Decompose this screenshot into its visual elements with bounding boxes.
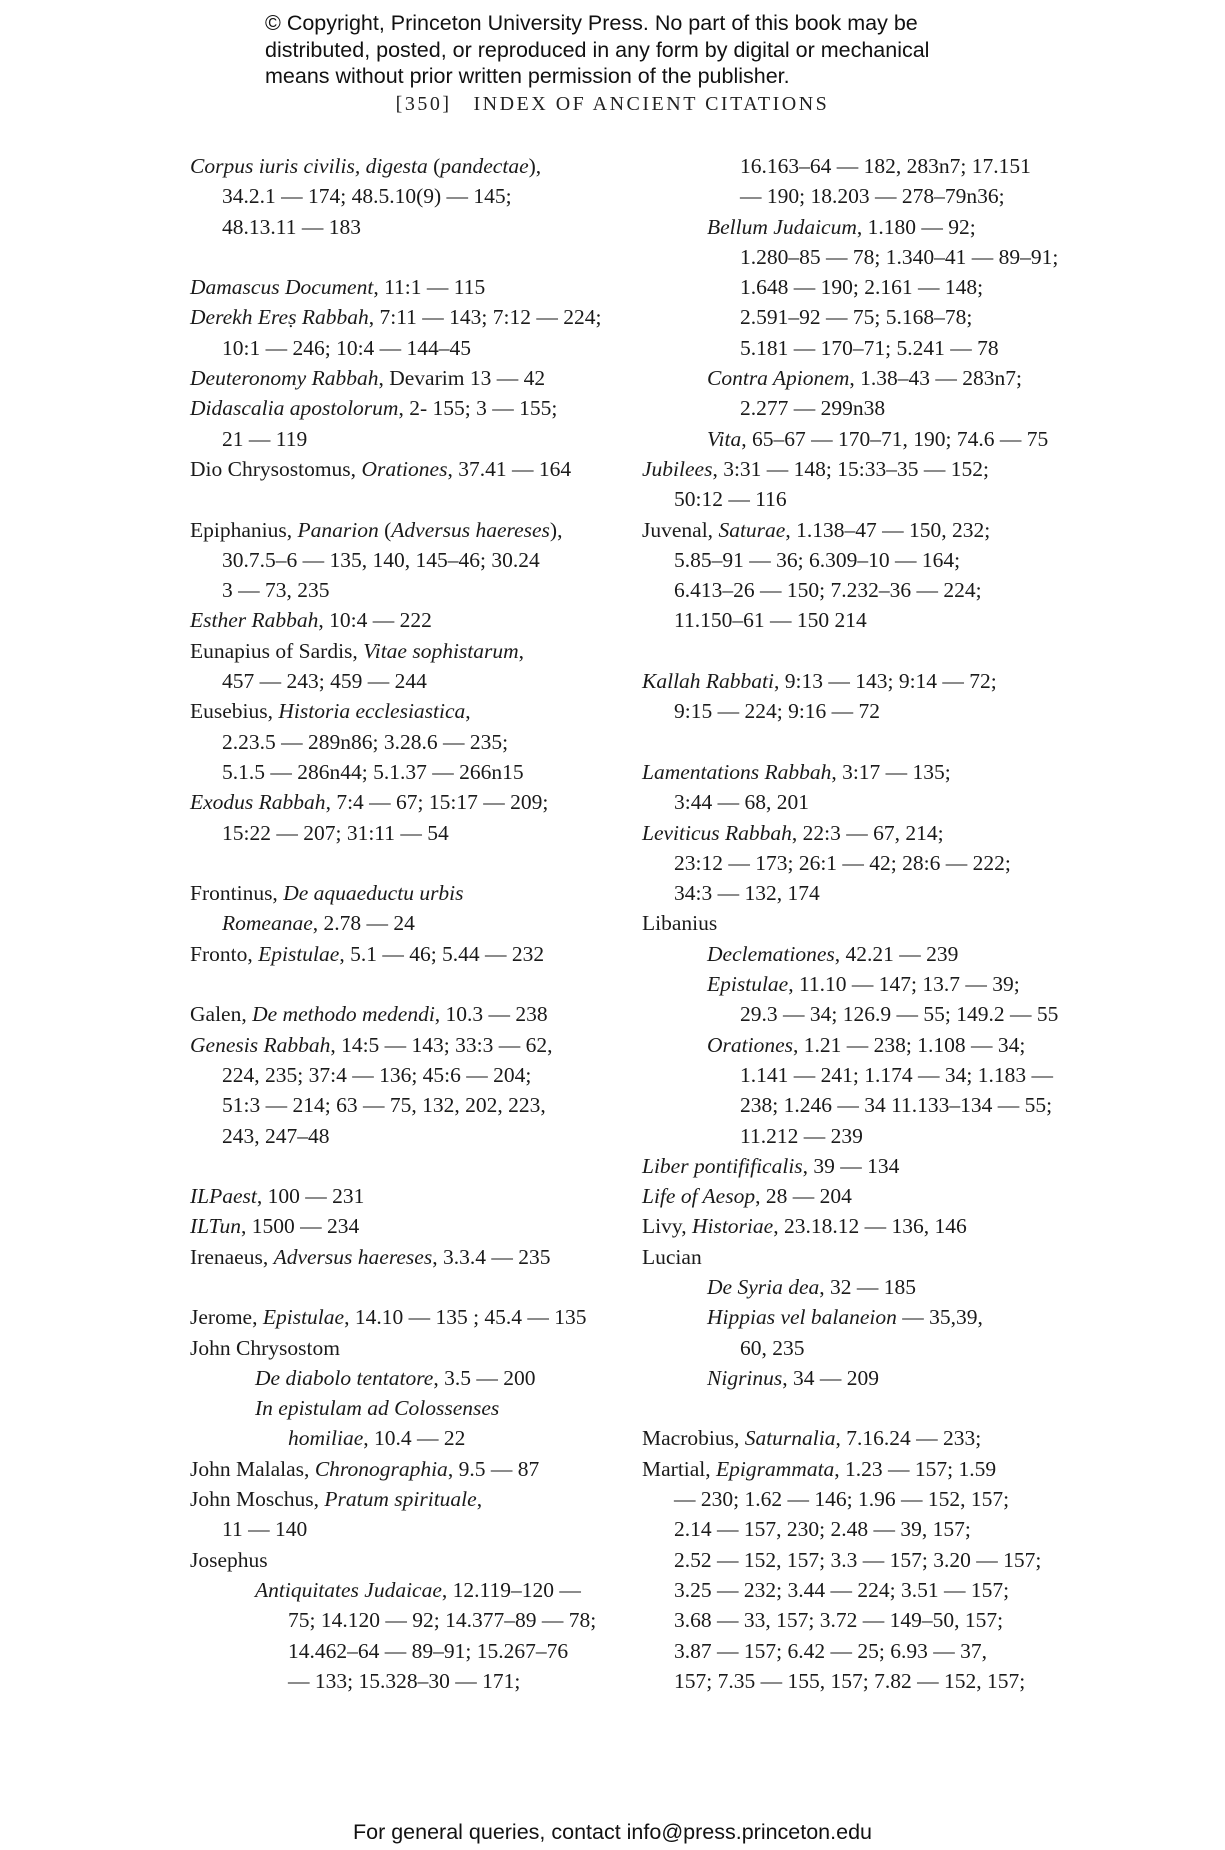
index-subline xyxy=(190,1363,620,1393)
entry-spacer xyxy=(190,1151,620,1181)
citation-text: 5.181 — 170–71; 5.241 — 78 xyxy=(740,335,999,360)
citation-text: 243, 247–48 xyxy=(222,1123,330,1148)
page-title: INDEX OF ANCIENT CITATIONS xyxy=(473,93,830,115)
citation-text: 2.52 — 152, 157; 3.3 — 157; 3.20 — 157; xyxy=(674,1547,1042,1572)
index-subline xyxy=(642,151,1072,181)
citation-text: ), xyxy=(528,154,542,178)
index-subline xyxy=(642,1545,1072,1575)
index-subline xyxy=(642,1636,1072,1666)
work-title: De Syria dea xyxy=(707,1274,820,1299)
copyright-line: © Copyright, Princeton University Press. No part of this book may be xyxy=(265,11,918,35)
citation-text: 2.277 — 299n38 xyxy=(740,396,886,421)
index-entry xyxy=(642,1211,1072,1241)
index-subline xyxy=(642,1030,1072,1060)
citation-text: , 37.41 — 164 xyxy=(447,456,572,481)
citation-text: , 11.10 — 147; 13.7 — 39; xyxy=(788,972,1020,997)
index-entry xyxy=(190,1302,620,1332)
citation-text: 15:22 — 207; 31:11 — 54 xyxy=(222,820,449,845)
citation-text: Livy, xyxy=(642,1214,692,1239)
work-title: Corpus iuris civilis, digesta xyxy=(190,154,428,178)
index-entry xyxy=(190,302,620,332)
work-title: De methodo medendi xyxy=(252,1002,435,1027)
work-title: Adversus haereses xyxy=(391,517,550,542)
citation-text: , 34 — 209 xyxy=(782,1365,880,1390)
citation-text: — 133; 15.328–30 — 171; xyxy=(288,1668,521,1693)
index-subline xyxy=(642,1121,1072,1151)
citation-text: , 39 — 134 xyxy=(802,1153,900,1178)
work-title: Romeanae xyxy=(222,911,313,936)
index-subline xyxy=(642,424,1072,454)
work-title: Orationes xyxy=(361,456,448,481)
entry-spacer xyxy=(190,969,620,999)
citation-text: , 1.38–43 — 283n7; xyxy=(849,366,1022,391)
citation-text: , 14.10 — 135 ; 45.4 — 135 xyxy=(344,1305,587,1330)
index-subline xyxy=(642,696,1072,726)
index-subline xyxy=(642,1666,1072,1696)
work-title: Kallah Rabbati xyxy=(642,669,774,694)
citation-text: , 3:31 — 148; 15:33–35 — 152; xyxy=(712,456,989,481)
citation-text: John Malalas, xyxy=(190,1456,315,1481)
work-title: Antiquitates Judaicae xyxy=(255,1577,442,1602)
citation-text: , 22:3 — 67, 214; xyxy=(791,820,944,845)
citation-text: 16.163–64 — 182, 283n7; 17.151 xyxy=(740,154,1031,178)
index-subline xyxy=(190,212,620,242)
work-title: Historiae xyxy=(691,1214,774,1239)
index-entry xyxy=(190,1181,620,1211)
index-subline xyxy=(642,1333,1072,1363)
index-subline xyxy=(642,575,1072,605)
index-entry xyxy=(190,1545,620,1575)
entry-spacer xyxy=(642,1393,1072,1423)
index-entry xyxy=(642,1242,1072,1272)
index-column-left xyxy=(190,151,620,1696)
index-entry xyxy=(190,272,620,302)
citation-text: , 100 — 231 xyxy=(256,1184,365,1209)
work-title: Epistulae xyxy=(262,1305,345,1330)
citation-text: , xyxy=(476,1487,483,1512)
index-column-right xyxy=(642,151,1072,1696)
citation-text: 3:44 — 68, 201 xyxy=(674,790,809,815)
citation-text: , 23.18.12 — 136, 146 xyxy=(773,1214,967,1239)
index-subline xyxy=(642,1363,1072,1393)
citation-text: 2.14 — 157, 230; 2.48 — 39, 157; xyxy=(674,1517,971,1542)
citation-text: Eunapius of Sardis, xyxy=(190,638,364,663)
index-subline xyxy=(642,181,1072,211)
entry-spacer xyxy=(190,484,620,514)
citation-text: 9:15 — 224; 9:16 — 72 xyxy=(674,699,881,724)
citation-text: , xyxy=(518,638,525,663)
copyright-line: distributed, posted, or reproduced in any form by digital or mechanical xyxy=(265,37,930,62)
index-subline xyxy=(642,1484,1072,1514)
citation-text: 1.280–85 — 78; 1.340–41 — 89–91; xyxy=(740,244,1059,269)
citation-text: , 10:4 — 222 xyxy=(318,608,432,633)
page-number: [350] xyxy=(395,93,452,115)
index-subline xyxy=(190,1666,620,1696)
citation-text: — 35,39, xyxy=(896,1305,983,1330)
citation-text: 2.591–92 — 75; 5.168–78; xyxy=(740,305,973,330)
index-entry xyxy=(642,666,1072,696)
citation-text: 11.212 — 239 xyxy=(740,1123,863,1148)
citation-text: 60, 235 xyxy=(740,1335,805,1360)
index-entry xyxy=(642,515,1072,545)
index-entry xyxy=(190,393,620,423)
citation-text: , 1.21 — 238; 1.108 — 34; xyxy=(793,1032,1026,1057)
work-title: Chronographia xyxy=(314,1456,448,1481)
index-subline xyxy=(642,333,1072,363)
entry-spacer xyxy=(642,727,1072,757)
citation-text: , xyxy=(465,699,471,724)
citation-text: Dio Chrysostomus, xyxy=(190,456,362,481)
work-title: Bellum Judaicum xyxy=(707,214,857,239)
index-subline xyxy=(642,1514,1072,1544)
citation-text: Irenaeus, xyxy=(190,1244,274,1269)
citation-text: 34.2.1 — 174; 48.5.10(9) — 145; xyxy=(222,184,512,209)
citation-text: , 9:13 — 143; 9:14 — 72; xyxy=(774,669,997,694)
index-entry xyxy=(190,787,620,817)
index-subline xyxy=(190,1636,620,1666)
index-subline xyxy=(190,1423,620,1453)
work-title: Saturnalia xyxy=(744,1426,836,1451)
work-title: Historia ecclesiastica xyxy=(278,699,466,724)
index-subline xyxy=(642,272,1072,302)
work-title: Jubilees xyxy=(642,456,713,481)
index-subline xyxy=(190,1121,620,1151)
citation-text: 238; 1.246 — 34 11.133–134 — 55; xyxy=(740,1093,1053,1118)
index-entry xyxy=(190,1333,620,1363)
citation-text: 29.3 — 34; 126.9 — 55; 149.2 — 55 xyxy=(740,1002,1059,1027)
index-subline xyxy=(190,1575,620,1605)
citation-text: , 1.180 — 92; xyxy=(856,214,976,239)
index-subline xyxy=(190,181,620,211)
citation-text: , 7.16.24 — 233; xyxy=(835,1426,982,1451)
citation-text: Frontinus, xyxy=(190,881,284,906)
citation-text: , 65–67 — 170–71, 190; 74.6 — 75 xyxy=(741,426,1049,451)
citation-text: Josephus xyxy=(190,1547,268,1572)
citation-text: , 10.3 — 238 xyxy=(434,1002,548,1027)
index-subline xyxy=(190,908,620,938)
citation-text: 457 — 243; 459 — 244 xyxy=(222,669,427,694)
work-title: Panarion xyxy=(297,517,379,542)
work-title: homiliae xyxy=(288,1426,364,1451)
index-entry xyxy=(190,454,620,484)
work-title: In epistulam ad Colossenses xyxy=(255,1396,500,1421)
index-entry xyxy=(190,999,620,1029)
citation-text: , 3:17 — 135; xyxy=(831,759,951,784)
citation-text: Fronto, xyxy=(190,941,259,966)
citation-text: 34:3 — 132, 174 xyxy=(674,881,820,906)
citation-text: , 9.5 — 87 xyxy=(447,1456,540,1481)
index-subline xyxy=(642,969,1072,999)
work-title: Damascus Document xyxy=(190,275,374,300)
work-title: pandectae xyxy=(440,154,529,178)
copyright-notice xyxy=(265,10,1065,90)
index-entry xyxy=(190,1211,620,1241)
work-title: Liber pontifificalis xyxy=(642,1153,803,1178)
work-title: Nigrinus xyxy=(707,1365,783,1390)
entry-spacer xyxy=(190,1272,620,1302)
citation-text: 3.68 — 33, 157; 3.72 — 149–50, 157; xyxy=(674,1608,1004,1633)
index-entry xyxy=(642,454,1072,484)
index-subline xyxy=(642,363,1072,393)
index-entry xyxy=(190,636,620,666)
work-title: De diabolo tentatore xyxy=(255,1365,434,1390)
citation-text: Macrobius, xyxy=(642,1426,745,1451)
work-title: Adversus haereses xyxy=(273,1244,433,1269)
index-subline xyxy=(642,302,1072,332)
citation-text: Jerome, xyxy=(190,1305,263,1330)
work-title: Esther Rabbah xyxy=(190,608,319,633)
work-title: ILPaest xyxy=(190,1184,257,1209)
work-title: Life of Aesop xyxy=(642,1184,756,1209)
work-title: Epistulae xyxy=(707,972,789,997)
citation-text: 1.648 — 190; 2.161 — 148; xyxy=(740,275,984,300)
index-subline xyxy=(642,999,1072,1029)
citation-text: 11.150–61 — 150 214 xyxy=(674,608,867,633)
citation-text: , 42.21 — 239 xyxy=(834,941,959,966)
work-title: Genesis Rabbah xyxy=(190,1032,331,1057)
citation-text: , 10.4 — 22 xyxy=(363,1426,466,1451)
citation-text: ( xyxy=(378,517,392,542)
citation-text: , 12.119–120 — xyxy=(441,1577,581,1602)
index-subline xyxy=(642,848,1072,878)
index-subline xyxy=(642,393,1072,423)
index-subline xyxy=(642,939,1072,969)
index-subline xyxy=(642,787,1072,817)
index-entry xyxy=(190,1242,620,1272)
work-title: Orationes xyxy=(707,1032,793,1057)
index-subline xyxy=(642,878,1072,908)
citation-text: 30.7.5–6 — 135, 140, 145–46; 30.24 xyxy=(222,547,540,572)
index-subline xyxy=(190,1060,620,1090)
work-title: Vita xyxy=(707,426,742,451)
index-subline xyxy=(190,1393,620,1423)
citation-text: 1.141 — 241; 1.174 — 34; 1.183 — xyxy=(740,1062,1053,1087)
index-entry xyxy=(642,1151,1072,1181)
citation-text: , 32 — 185 xyxy=(819,1274,916,1299)
index-subline xyxy=(642,1090,1072,1120)
index-entry xyxy=(190,696,620,726)
citation-text: ), xyxy=(549,517,563,542)
work-title: ILTun xyxy=(190,1214,241,1239)
citation-text: 14.462–64 — 89–91; 15.267–76 xyxy=(288,1638,569,1663)
index-entry xyxy=(642,1181,1072,1211)
work-title: Exodus Rabbah xyxy=(190,790,326,815)
citation-text: John Moschus, xyxy=(190,1487,325,1512)
index-entry xyxy=(190,1454,620,1484)
work-title: Epigrammata xyxy=(716,1456,835,1481)
citation-text: Eusebius, xyxy=(190,699,279,724)
index-entry xyxy=(190,878,620,908)
index-entry xyxy=(190,151,620,181)
citation-text: ( xyxy=(427,154,441,178)
index-subline xyxy=(190,757,620,787)
index-subline xyxy=(190,545,620,575)
index-entry xyxy=(642,1423,1072,1453)
index-subline xyxy=(642,605,1072,635)
work-title: Pratum spirituale xyxy=(324,1487,477,1512)
citation-text: — 190; 18.203 — 278–79n36; xyxy=(740,184,1005,209)
index-subline xyxy=(642,1272,1072,1302)
index-entry xyxy=(190,939,620,969)
index-subline xyxy=(642,212,1072,242)
citation-text: John Chrysostom xyxy=(190,1335,340,1360)
running-head xyxy=(0,93,1225,116)
entry-spacer xyxy=(642,636,1072,666)
index-subline xyxy=(642,1060,1072,1090)
citation-text: Lucian xyxy=(642,1244,702,1269)
citation-text: 50:12 — 116 xyxy=(674,487,787,512)
citation-text: Libanius xyxy=(642,911,718,936)
index-subline xyxy=(642,1575,1072,1605)
index-entry xyxy=(642,818,1072,848)
index-subline xyxy=(190,727,620,757)
index-subline xyxy=(642,1605,1072,1635)
citation-text: 224, 235; 37:4 — 136; 45:6 — 204; xyxy=(222,1062,532,1087)
index-entry xyxy=(190,363,620,393)
index-subline xyxy=(190,818,620,848)
work-title: Saturae xyxy=(718,517,786,542)
citation-text: Martial, xyxy=(642,1456,717,1481)
citation-text: 5.85–91 — 36; 6.309–10 — 164; xyxy=(674,547,961,572)
index-subline xyxy=(190,1090,620,1120)
citation-text: Juvenal, xyxy=(642,517,719,542)
citation-text: , 28 — 204 xyxy=(755,1184,852,1209)
work-title: Contra Apionem xyxy=(707,366,850,391)
index-entry xyxy=(642,1454,1072,1484)
index-subline xyxy=(190,1605,620,1635)
citation-text: Epiphanius, xyxy=(190,517,298,542)
citation-text: Galen, xyxy=(190,1002,253,1027)
index-subline xyxy=(190,333,620,363)
work-title: Vitae sophistarum xyxy=(363,638,519,663)
citation-text: 5.1.5 — 286n44; 5.1.37 — 266n15 xyxy=(222,759,524,784)
entry-spacer xyxy=(190,242,620,272)
footer-contact: For general queries, contact info@press.princeton.edu xyxy=(352,1820,872,1844)
citation-text: , 1500 — 234 xyxy=(240,1214,360,1239)
index-entry xyxy=(190,515,620,545)
citation-text: 10:1 — 246; 10:4 — 144–45 xyxy=(222,335,472,360)
index-entry xyxy=(642,757,1072,787)
citation-text: 23:12 — 173; 26:1 — 42; 28:6 — 222; xyxy=(674,850,1011,875)
work-title: Epistulae xyxy=(258,941,340,966)
citation-text: 6.413–26 — 150; 7.232–36 — 224; xyxy=(674,578,982,603)
citation-text: 51:3 — 214; 63 — 75, 132, 202, 223, xyxy=(222,1093,546,1118)
citation-text: , 7:11 — 143; 7:12 — 224; xyxy=(368,305,602,330)
work-title: Didascalia apostolorum xyxy=(190,396,399,421)
index-entry xyxy=(190,1484,620,1514)
work-title: Derekh Ereṣ Rabbah xyxy=(190,305,369,330)
index-subline xyxy=(642,484,1072,514)
index-subline xyxy=(642,1302,1072,1332)
index-subline xyxy=(190,1514,620,1544)
index-subline xyxy=(190,575,620,605)
citation-text: , 2- 155; 3 — 155; xyxy=(398,396,558,421)
citation-text: 3 — 73, 235 xyxy=(222,578,330,603)
citation-text: , 11:1 — 115 xyxy=(373,275,486,300)
index-entry xyxy=(190,1030,620,1060)
citation-text: 75; 14.120 — 92; 14.377–89 — 78; xyxy=(288,1608,597,1633)
entry-spacer xyxy=(190,848,620,878)
citation-text: 48.13.11 — 183 xyxy=(222,214,361,239)
citation-text: , 1.23 — 157; 1.59 xyxy=(834,1456,997,1481)
work-title: Leviticus Rabbah xyxy=(642,820,792,845)
index-subline xyxy=(190,666,620,696)
copyright-line: means without prior written permission of the publisher. xyxy=(265,64,790,88)
citation-text: 11 — 140 xyxy=(222,1517,308,1542)
index-entry xyxy=(642,908,1072,938)
index-subline xyxy=(642,242,1072,272)
work-title: Declemationes xyxy=(707,941,835,966)
citation-text: 2.23.5 — 289n86; 3.28.6 — 235; xyxy=(222,729,509,754)
citation-text: , 1.138–47 — 150, 232; xyxy=(785,517,991,542)
work-title: Lamentations Rabbah xyxy=(642,759,832,784)
citation-text: 3.25 — 232; 3.44 — 224; 3.51 — 157; xyxy=(674,1577,1010,1602)
citation-text: , 7:4 — 67; 15:17 — 209; xyxy=(325,790,549,815)
index-entry xyxy=(190,605,620,635)
citation-text: , 3.3.4 — 235 xyxy=(432,1244,551,1269)
citation-text: , Devarim 13 — 42 xyxy=(378,366,546,391)
citation-text: , 14:5 — 143; 33:3 — 62, xyxy=(330,1032,553,1057)
index-subline xyxy=(642,545,1072,575)
citation-text: 157; 7.35 — 155, 157; 7.82 — 152, 157; xyxy=(674,1668,1026,1693)
work-title: De aquaeductu urbis xyxy=(283,881,464,906)
citation-text: , 2.78 — 24 xyxy=(312,911,415,936)
citation-text: , 5.1 — 46; 5.44 — 232 xyxy=(339,941,545,966)
work-title: Deuteronomy Rabbah xyxy=(190,366,379,391)
citation-text: , 3.5 — 200 xyxy=(433,1365,536,1390)
citation-text: — 230; 1.62 — 146; 1.96 — 152, 157; xyxy=(674,1487,1010,1512)
work-title: Hippias vel balaneion xyxy=(707,1305,897,1330)
citation-text: 21 — 119 xyxy=(222,426,308,451)
index-subline xyxy=(190,424,620,454)
citation-text: 3.87 — 157; 6.42 — 25; 6.93 — 37, xyxy=(674,1638,987,1663)
